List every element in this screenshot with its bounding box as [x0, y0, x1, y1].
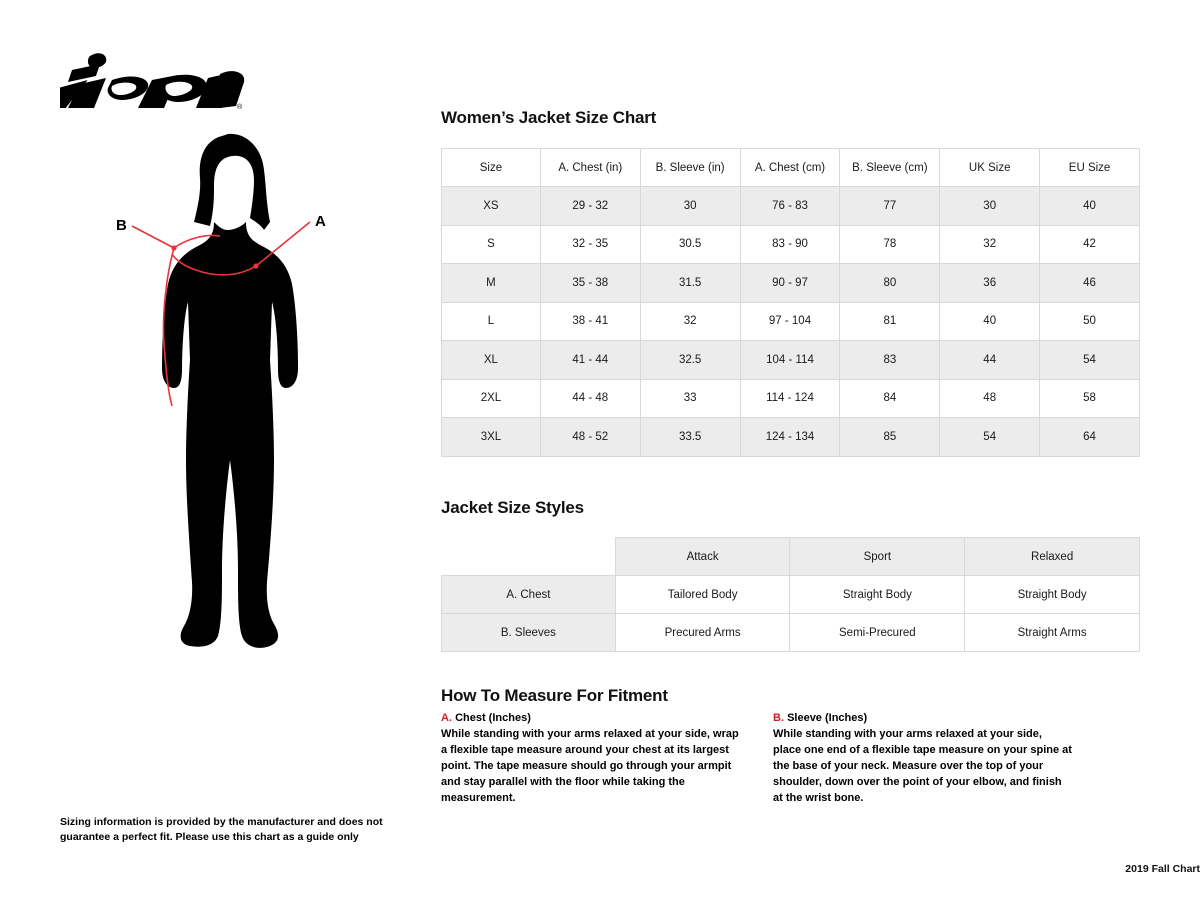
- cell-uk: 44: [940, 341, 1040, 380]
- cell-size: L: [442, 302, 541, 341]
- table-row: [442, 225, 1140, 264]
- styles-col-sport: Sport: [790, 538, 965, 576]
- cell-chest-cm: 90 - 97: [740, 264, 840, 303]
- styles-corner-blank: [442, 538, 616, 576]
- col-header-uk-size: UK Size: [940, 149, 1040, 187]
- cell-sleeve-in: 33.5: [640, 418, 740, 457]
- figure-label-a: A: [315, 213, 326, 230]
- styles-row-chest: [442, 576, 1140, 614]
- cell-sleeve-in: 32.5: [640, 341, 740, 380]
- styles-cell: Precured Arms: [615, 614, 790, 652]
- measure-sleeve-body: While standing with your arms relaxed at your side, place one end of a flexible tape measure on your spine at the base of your neck. Measure over the top of your shoulder, down over the point of your elbow, and finish at the wrist bone.: [773, 728, 1072, 804]
- cell-sleeve-in: 33: [640, 379, 740, 418]
- styles-cell: Straight Arms: [965, 614, 1140, 652]
- styles-header-row: [442, 538, 1140, 576]
- cell-uk: 30: [940, 187, 1040, 226]
- cell-eu: 54: [1040, 341, 1140, 380]
- measure-marker-a: A.: [441, 712, 452, 724]
- col-header-chest-in: A. Chest (in): [540, 149, 640, 187]
- styles-col-attack: Attack: [615, 538, 790, 576]
- cell-uk: 40: [940, 302, 1040, 341]
- cell-chest-cm: 104 - 114: [740, 341, 840, 380]
- styles-col-relaxed: Relaxed: [965, 538, 1140, 576]
- cell-eu: 42: [1040, 225, 1140, 264]
- jacket-size-styles-table: [441, 537, 1140, 652]
- table-row: [442, 418, 1140, 457]
- how-to-measure-title: How To Measure For Fitment: [441, 686, 668, 705]
- cell-chest-in: 44 - 48: [540, 379, 640, 418]
- how-to-measure-columns: [441, 712, 1140, 807]
- measure-chest-heading: [441, 712, 741, 724]
- cell-sleeve-cm: 78: [840, 225, 940, 264]
- styles-cell: Tailored Body: [615, 576, 790, 614]
- cell-chest-cm: 124 - 134: [740, 418, 840, 457]
- cell-sleeve-cm: 77: [840, 187, 940, 226]
- table-row: [442, 302, 1140, 341]
- cell-size: XS: [442, 187, 541, 226]
- cell-chest-cm: 76 - 83: [740, 187, 840, 226]
- left-column: [0, 0, 440, 900]
- cell-sleeve-in: 30: [640, 187, 740, 226]
- measure-marker-b: B.: [773, 712, 784, 724]
- cell-eu: 50: [1040, 302, 1140, 341]
- table-row: [442, 341, 1140, 380]
- cell-sleeve-in: 30.5: [640, 225, 740, 264]
- col-header-sleeve-in: B. Sleeve (in): [640, 149, 740, 187]
- styles-row-sleeves: [442, 614, 1140, 652]
- col-header-sleeve-cm: B. Sleeve (cm): [840, 149, 940, 187]
- measure-chest-block: [441, 712, 741, 807]
- styles-cell: Straight Body: [965, 576, 1140, 614]
- cell-chest-in: 32 - 35: [540, 225, 640, 264]
- cell-sleeve-cm: 84: [840, 379, 940, 418]
- measure-sleeve-heading: [773, 712, 1073, 724]
- right-column: [441, 0, 1200, 900]
- womens-jacket-size-table: [441, 148, 1140, 457]
- cell-size: 3XL: [442, 418, 541, 457]
- cell-size: 2XL: [442, 379, 541, 418]
- cell-sleeve-cm: 80: [840, 264, 940, 303]
- cell-eu: 58: [1040, 379, 1140, 418]
- female-silhouette-diagram: [110, 130, 370, 670]
- cell-sleeve-in: 32: [640, 302, 740, 341]
- cell-sleeve-cm: 81: [840, 302, 940, 341]
- cell-sleeve-cm: 83: [840, 341, 940, 380]
- cell-eu: 40: [1040, 187, 1140, 226]
- table-row: [442, 379, 1140, 418]
- cell-chest-in: 29 - 32: [540, 187, 640, 226]
- icon-brand-logo: [60, 50, 245, 112]
- cell-eu: 46: [1040, 264, 1140, 303]
- logo-trademark: ®: [237, 104, 243, 111]
- cell-uk: 48: [940, 379, 1040, 418]
- cell-chest-in: 41 - 44: [540, 341, 640, 380]
- cell-uk: 54: [940, 418, 1040, 457]
- cell-chest-in: 35 - 38: [540, 264, 640, 303]
- styles-row-label: A. Chest: [442, 576, 616, 614]
- table-row: [442, 264, 1140, 303]
- cell-size: M: [442, 264, 541, 303]
- cell-sleeve-cm: 85: [840, 418, 940, 457]
- cell-chest-cm: 114 - 124: [740, 379, 840, 418]
- figure-label-b: B: [116, 217, 127, 234]
- cell-chest-in: 48 - 52: [540, 418, 640, 457]
- cell-eu: 64: [1040, 418, 1140, 457]
- col-header-chest-cm: A. Chest (cm): [740, 149, 840, 187]
- cell-chest-cm: 97 - 104: [740, 302, 840, 341]
- measure-chest-label: Chest (Inches): [455, 712, 531, 724]
- styles-row-label: B. Sleeves: [442, 614, 616, 652]
- measure-chest-body: While standing with your arms relaxed at your side, wrap a flexible tape measure around your chest at its largest point. The tape measure should go through your armpit and stay parallel with the floor while taking the measurement.: [441, 728, 739, 804]
- cell-chest-cm: 83 - 90: [740, 225, 840, 264]
- cell-size: S: [442, 225, 541, 264]
- col-header-eu-size: EU Size: [1040, 149, 1140, 187]
- footer-chart-version: 2019 Fall Chart: [1125, 863, 1200, 875]
- cell-uk: 32: [940, 225, 1040, 264]
- table-row: [442, 187, 1140, 226]
- cell-size: XL: [442, 341, 541, 380]
- jacket-size-styles-title: Jacket Size Styles: [441, 498, 584, 517]
- styles-cell: Semi-Precured: [790, 614, 965, 652]
- col-header-size: Size: [442, 149, 541, 187]
- measure-sleeve-block: [773, 712, 1073, 807]
- cell-chest-in: 38 - 41: [540, 302, 640, 341]
- cell-uk: 36: [940, 264, 1040, 303]
- disclaimer-text: Sizing information is provided by the manufacturer and does not guarantee a perfect fit. Please use this chart as a guide only: [60, 816, 383, 844]
- table-header-row: [442, 149, 1140, 187]
- styles-cell: Straight Body: [790, 576, 965, 614]
- size-chart-title: Women’s Jacket Size Chart: [441, 108, 657, 127]
- measure-sleeve-label: Sleeve (Inches): [787, 712, 868, 724]
- cell-sleeve-in: 31.5: [640, 264, 740, 303]
- silhouette-body: [162, 134, 298, 648]
